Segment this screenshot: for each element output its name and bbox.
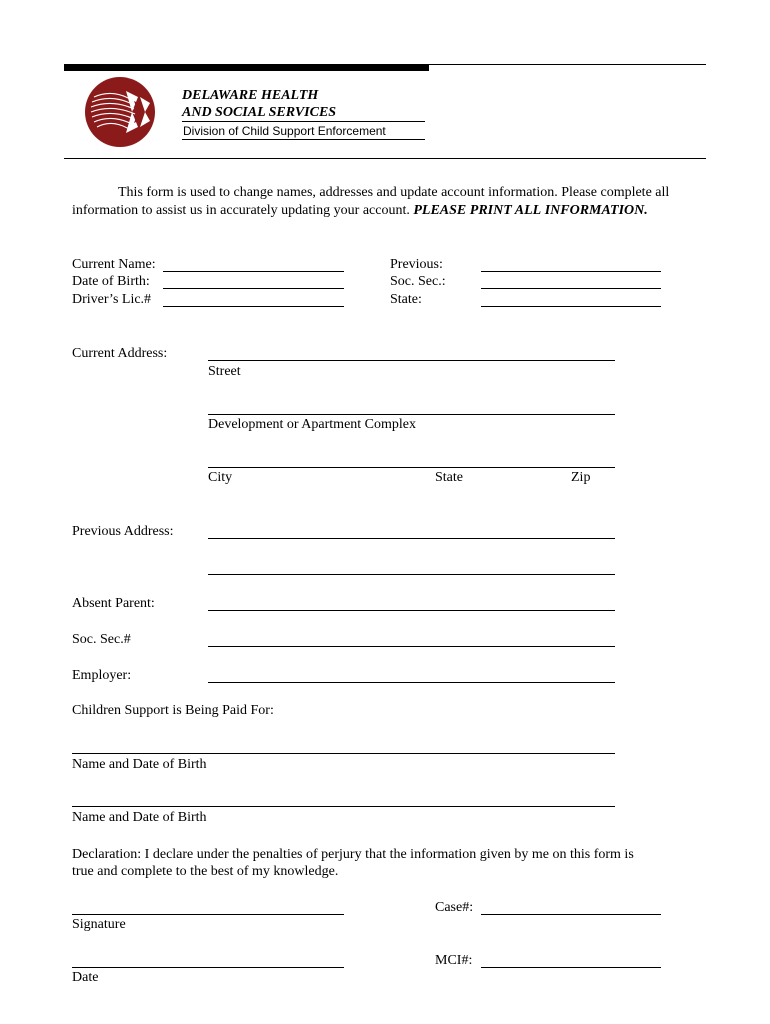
previous-address-label: Previous Address: bbox=[72, 524, 174, 539]
date-caption: Date bbox=[72, 970, 99, 985]
city-caption: City bbox=[208, 470, 233, 485]
previous-address-input-1[interactable] bbox=[208, 523, 615, 539]
employer-label: Employer: bbox=[72, 668, 132, 683]
header-rule-bottom bbox=[64, 158, 706, 159]
intro-text: This form is used to change names, addresses and update account information. Please complete all information to assist us in accurately updating your account. bbox=[72, 185, 670, 218]
declaration-line-1: Declaration: I declare under the penalties of perjury that the information given by me on this form is bbox=[72, 847, 634, 862]
signature-input[interactable] bbox=[72, 899, 344, 915]
current-address-label: Current Address: bbox=[72, 346, 168, 361]
street-caption: Street bbox=[208, 364, 241, 379]
city-state-zip-input[interactable] bbox=[208, 452, 615, 468]
org-rule-2 bbox=[182, 139, 425, 140]
previous-name-input[interactable] bbox=[481, 256, 661, 272]
declaration-line-2: true and complete to the best of my knowledge. bbox=[72, 864, 339, 879]
street-input[interactable] bbox=[208, 345, 615, 361]
header-bar-thick bbox=[64, 64, 429, 71]
signature-caption: Signature bbox=[72, 917, 126, 932]
soc-sec-input[interactable] bbox=[481, 273, 661, 289]
intro-emphasis-1: PLEASE PRINT ALL bbox=[413, 203, 542, 218]
case-input[interactable] bbox=[481, 899, 661, 915]
org-rule-1 bbox=[182, 121, 425, 122]
date-of-birth-input[interactable] bbox=[163, 273, 344, 289]
intro-emphasis-2: INFORMATION. bbox=[544, 203, 648, 218]
previous-address-input-2[interactable] bbox=[208, 559, 615, 575]
header-rule-thin bbox=[429, 64, 706, 65]
org-name-line2: AND SOCIAL SERVICES bbox=[182, 105, 337, 120]
state-label: State: bbox=[390, 292, 422, 307]
child-1-caption: Name and Date of Birth bbox=[72, 757, 207, 772]
date-input[interactable] bbox=[72, 952, 344, 968]
drivers-lic-label: Driver’s Lic.# bbox=[72, 292, 152, 307]
division-name: Division of Child Support Enforcement bbox=[183, 124, 386, 138]
mci-input[interactable] bbox=[481, 952, 661, 968]
children-label: Children Support is Being Paid For: bbox=[72, 703, 274, 718]
current-name-label: Current Name: bbox=[72, 257, 156, 272]
drivers-lic-input[interactable] bbox=[163, 291, 344, 307]
org-name-line1: DELAWARE HEALTH bbox=[182, 88, 319, 103]
mci-label: MCI#: bbox=[435, 953, 473, 968]
absent-soc-sec-label: Soc. Sec.# bbox=[72, 632, 131, 647]
zip-caption: Zip bbox=[571, 470, 591, 485]
current-name-input[interactable] bbox=[163, 256, 344, 272]
absent-parent-label: Absent Parent: bbox=[72, 596, 155, 611]
state-input[interactable] bbox=[481, 291, 661, 307]
absent-parent-input[interactable] bbox=[208, 595, 615, 611]
apartment-complex-caption: Development or Apartment Complex bbox=[208, 417, 417, 432]
child-1-input[interactable] bbox=[72, 738, 615, 754]
case-label: Case#: bbox=[435, 900, 474, 915]
apartment-complex-input[interactable] bbox=[208, 399, 615, 415]
child-2-caption: Name and Date of Birth bbox=[72, 810, 207, 825]
date-of-birth-label: Date of Birth: bbox=[72, 274, 150, 289]
employer-input[interactable] bbox=[208, 667, 615, 683]
soc-sec-label: Soc. Sec.: bbox=[390, 274, 446, 289]
dhss-logo bbox=[82, 75, 158, 148]
previous-name-label: Previous: bbox=[390, 257, 443, 272]
intro-paragraph bbox=[72, 184, 672, 220]
absent-soc-sec-input[interactable] bbox=[208, 631, 615, 647]
address-state-caption: State bbox=[435, 470, 463, 485]
child-2-input[interactable] bbox=[72, 791, 615, 807]
